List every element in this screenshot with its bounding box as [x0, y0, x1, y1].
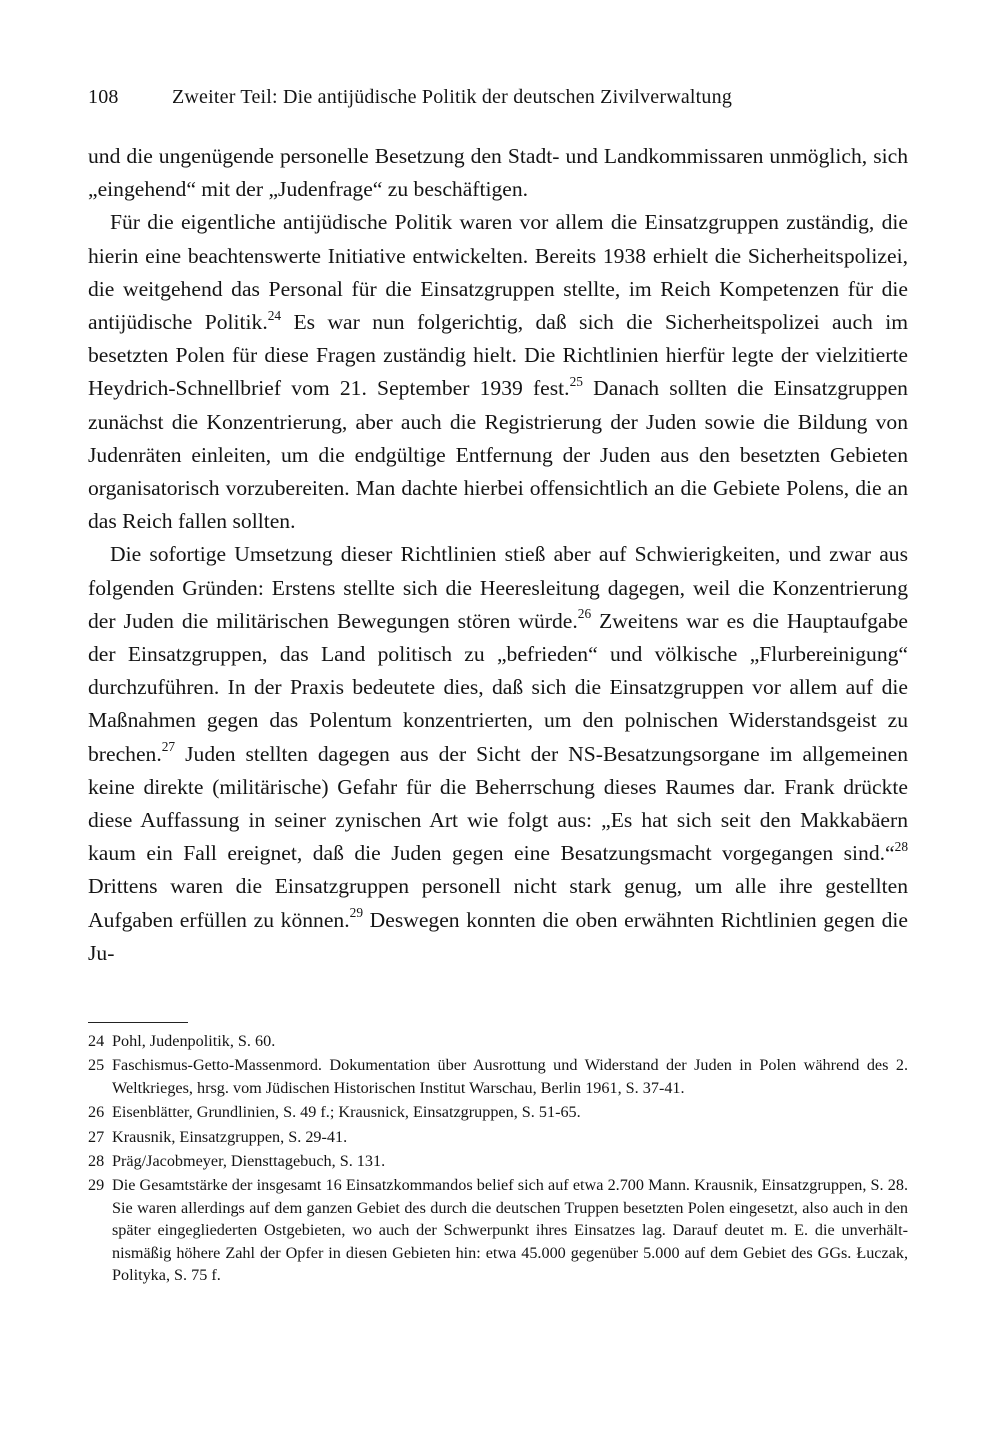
footnote-text: Krausnik, Einsatzgruppen, S. 29-41.: [112, 1127, 348, 1146]
paragraph-3-text-d: Drittens waren die Einsatzgruppen personell nicht stark genug, um alle ihre gestellten Aufgaben erfüllen zu können.: [88, 874, 908, 932]
footnote-text: Die Gesamtstärke der insgesamt 16 Einsatzkommandos belief sich auf etwa 2.700 Mann. Krausnik, Einsatzgruppen, S. 28. Sie waren allerdings auf dem ganzen Gebiet des durch die deutschen Truppen besetzten Polen eingesetzt, also auch in den später eingegliederten Ostgebieten, wo auch der Schwerpunkt ihres Einsatzes lag. Darauf deutet m. E. die unverhältnismäßig höhere Zahl der Opfer in diesen Gebieten hin: etwa 45.000 gegenüber 5.000 auf dem Gebiet des GGs. Łuczak, Polityka, S. 75 f.: [112, 1176, 908, 1285]
footnote-25: [88, 1054, 908, 1099]
footnote-ref-27[interactable]: 27: [161, 739, 176, 755]
paragraph-1: [88, 140, 908, 206]
footnote-text: Pohl, Judenpolitik, S. 60.: [112, 1032, 276, 1050]
paragraph-3-text-a: Die sofortige Umsetzung dieser Richtlinien stieß aber auf Schwierigkeiten, und zwar aus folgenden Gründen: Erstens stellte sich die Heeresleitung dagegen, weil die Konzentrierung der Juden die militärischen Bewegungen stören würde.: [88, 542, 908, 633]
footnote-number: 28: [88, 1152, 105, 1171]
footnote-text: Eisenblätter, Grundlinien, S. 49 f.; Krausnick, Einsatzgruppen, S. 51-65.: [112, 1103, 581, 1122]
footnote-29: [88, 1174, 908, 1286]
running-head: [88, 86, 732, 109]
paragraph-3: [88, 538, 908, 970]
footnote-text: Faschismus-Getto-Massenmord. Dokumentation über Ausrottung und Widerstand der Juden in Polen während des 2. Weltkrieges, hrsg. vom Jüdischen Historischen Institut Warschau, Berlin 1961, S. 37-41.: [112, 1056, 908, 1097]
footnote-ref-29[interactable]: 29: [349, 905, 363, 921]
footnote-ref-28[interactable]: 28: [894, 838, 908, 854]
paragraph-2-text-c: Danach sollten die Einsatzgruppen zunächst die Konzentrierung, aber auch die Registrierung der Juden sowie die Bildung von Judenräten einleiten, um die endgültige Entfernung der Juden aus den besetzten Gebieten organisatorisch vorzubereiten. Man dachte hierbei offensichtlich an die Gebiete Polens, die an das Reich fallen sollten.: [88, 376, 908, 534]
main-text: [88, 140, 908, 970]
paragraph-3-text-b: Zweitens war es die Hauptaufgabe der Einsatzgruppen, das Land politisch zu „befrieden“ und völkische „Flurbereinigung“ durchzuführen. In der Praxis bedeutete dies, daß sich die Einsatzgruppen vor allem auf die Maßnahmen gegen das Polentum konzentrierten, um den polnischen Widerstandsgeist zu brechen.: [88, 608, 908, 766]
footnotes: [88, 1030, 908, 1288]
footnote-ref-25[interactable]: 25: [569, 373, 583, 389]
footnote-number: 24: [88, 1032, 105, 1050]
paragraph-2: [88, 206, 908, 538]
footnote-separator: [88, 1022, 188, 1023]
footnote-24: [88, 1030, 908, 1052]
footnote-number: 25: [88, 1056, 105, 1075]
paragraph-2-text-b: Es war nun folgerichtig, daß sich die Sicherheitspolizei auch im besetzten Polen für diese Fragen zuständig hielt. Die Richtlinien hierfür legte der vielzitierte Heydrich-Schnellbrief vom 21. September 1939 fest.: [88, 310, 908, 401]
paragraph-1-text: und die ungenügende personelle Besetzung den Stadt- und Landkommissaren unmöglich, sich „eingehend“ mit der „Judenfrage“ zu beschäftigen.: [88, 144, 908, 202]
paragraph-3-text-c: Juden stellten dagegen aus der Sicht der NS-Besatzungsorgane im allgemeinen keine direkte (militärische) Gefahr für die Beherrschung dieses Raumes dar. Frank drückte diese Auffassung in seiner zynischen Art wie folgt aus: „Es hat sich seit den Makkabäern kaum ein Fall ereignet, daß die Juden gegen eine Besatzungsmacht vorgegangen sind.“: [88, 741, 908, 866]
footnote-28: [88, 1150, 908, 1172]
page-number: 108: [88, 86, 119, 108]
footnote-ref-26[interactable]: 26: [577, 606, 592, 622]
paragraph-3-text-e: Deswegen konnten die oben erwähnten Richtlinien gegen die Ju-: [88, 907, 908, 965]
footnote-ref-24[interactable]: 24: [267, 307, 282, 323]
footnote-number: 26: [88, 1103, 105, 1122]
footnote-27: [88, 1126, 908, 1148]
footnote-text: Präg/Jacobmeyer, Diensttagebuch, S. 131.: [112, 1152, 386, 1171]
paragraph-2-text-a: Für die eigentliche antijüdische Politik waren vor allem die Einsatzgruppen zuständig, die hierin eine beachtenswerte Initiative entwickelten. Bereits 1938 erhielt die Sicherheitspolizei, die weitgehend das Personal für die Einsatzgruppen stellte, im Reich Kompetenzen für die antijüdische Politik.: [88, 210, 908, 335]
running-title: Zweiter Teil: Die antijüdische Politik der deutschen Zivilverwaltung: [172, 86, 733, 108]
footnote-26: [88, 1101, 908, 1123]
footnote-number: 27: [88, 1127, 105, 1146]
footnote-number: 29: [88, 1176, 105, 1195]
